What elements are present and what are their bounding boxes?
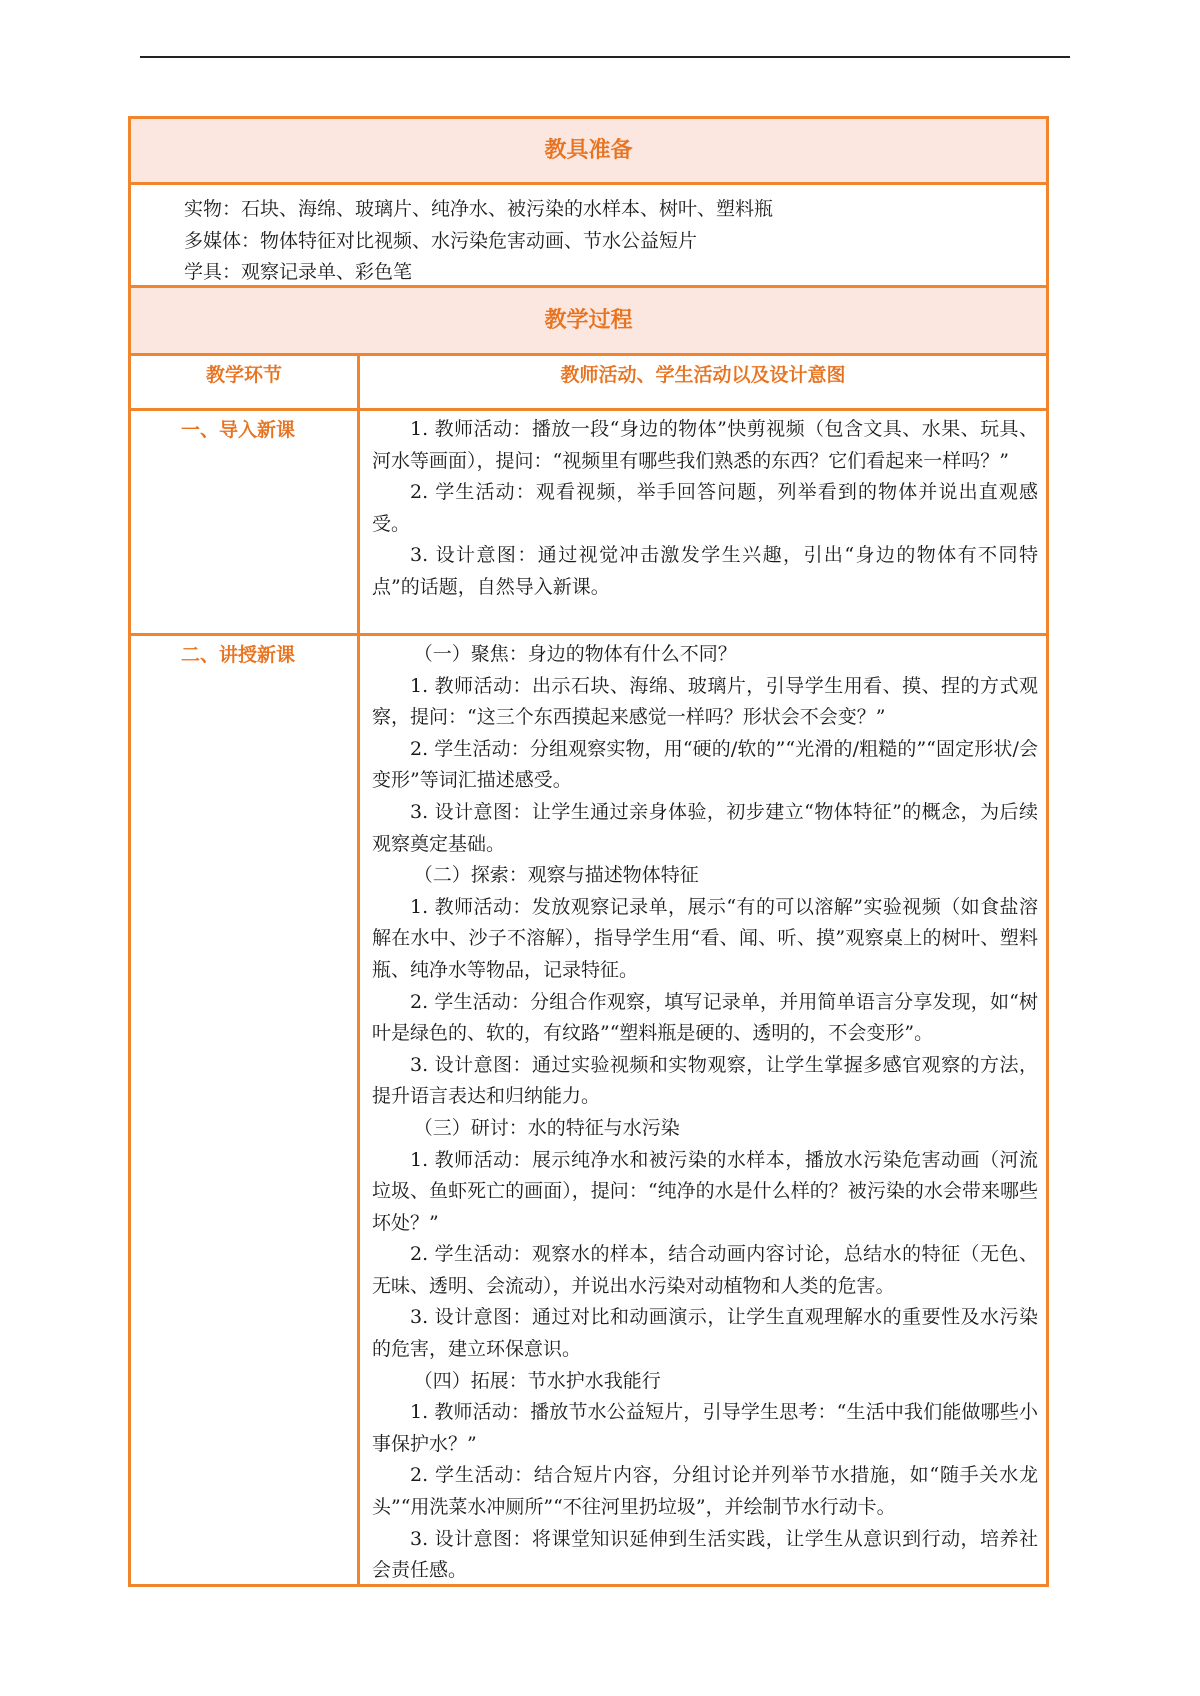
teaching-aids-list	[131, 185, 1046, 288]
activity-paragraph: 1. 教师活动：展示纯净水和被污染的水样本，播放水污染危害动画（河流垃圾、鱼虾死亡的画面），提问：“纯净的水是什么样的？被污染的水会带来哪些坏处？”	[372, 1148, 1038, 1234]
activity-paragraph: 3. 设计意图：将课堂知识延伸到生活实践，让学生从意识到行动，培养社会责任感。	[372, 1527, 1038, 1582]
teaching-aids-line: 多媒体：物体特征对比视频、水污染危害动画、节水公益短片	[184, 229, 698, 252]
activity-paragraph: 1. 教师活动：发放观察记录单，展示“有的可以溶解”实验视频（如食盐溶解在水中、沙子不溶解），指导学生用“看、闻、听、摸”观察桌上的树叶、塑料瓶、纯净水等物品，记录特征。	[372, 895, 1038, 981]
column-header-stage: 教学环节	[131, 356, 360, 411]
activity-paragraph: 1. 教师活动：播放一段“身边的物体”快剪视频（包含文具、水果、玩具、河水等画面），提问：“视频里有哪些我们熟悉的东西？它们看起来一样吗？”	[372, 418, 1038, 472]
activity-paragraph: 3. 设计意图：通过对比和动画演示，让学生直观理解水的重要性及水污染的危害，建立环保意识。	[372, 1306, 1038, 1361]
process-header-row	[131, 356, 1046, 411]
lecture-content	[360, 636, 1046, 1584]
section-heading: （四）拓展：节水护水我能行	[413, 1369, 661, 1392]
header-rule	[140, 56, 1070, 58]
stage-label-intro: 一、导入新课	[180, 419, 295, 441]
activity-paragraph: 3. 设计意图：让学生通过亲身体验，初步建立“物体特征”的概念，为后续观察奠定基础。	[372, 800, 1038, 855]
section-heading: （二）探索：观察与描述物体特征	[413, 864, 699, 887]
lesson-plan-table	[128, 116, 1049, 1587]
activity-paragraph: 2. 学生活动：观察水的样本，结合动画内容讨论，总结水的特征（无色、无味、透明、会流动），并说出水污染对动植物和人类的危害。	[372, 1243, 1038, 1297]
section-heading: （三）研讨：水的特征与水污染	[413, 1116, 680, 1139]
activity-paragraph: 2. 学生活动：分组观察实物，用“硬的/软的”“光滑的/粗糙的”“固定形状/会变形”等词汇描述感受。	[372, 737, 1038, 792]
section-heading: （一）聚焦：身边的物体有什么不同？	[413, 643, 737, 665]
lecture-row	[131, 636, 1046, 1584]
stage-label-lecture: 二、讲授新课	[180, 644, 295, 666]
teaching-aids-line: 学具：观察记录单、彩色笔	[184, 261, 413, 283]
intro-row	[131, 411, 1046, 636]
teaching-process-heading: 教学过程	[131, 288, 1046, 356]
intro-content	[360, 411, 1046, 633]
activity-paragraph: 2. 学生活动：分组合作观察，填写记录单，并用简单语言分享发现，如“树叶是绿色的、软的，有纹路”“塑料瓶是硬的、透明的，不会变形”。	[372, 990, 1038, 1045]
teaching-aids-line: 实物：石块、海绵、玻璃片、纯净水、被污染的水样本、树叶、塑料瓶	[184, 198, 774, 220]
activity-paragraph: 3. 设计意图：通过视觉冲击激发学生兴趣，引出“身边的物体有不同特点”的话题，自然导入新课。	[372, 544, 1038, 598]
activity-paragraph: 2. 学生活动：观看视频，举手回答问题，列举看到的物体并说出直观感受。	[372, 481, 1038, 535]
activity-paragraph: 2. 学生活动：结合短片内容，分组讨论并列举节水措施，如“随手关水龙头”“用洗菜水冲厕所”“不往河里扔垃圾”，并绘制节水行动卡。	[372, 1464, 1038, 1519]
column-header-activity: 教师活动、学生活动以及设计意图	[360, 356, 1046, 411]
teaching-aids-heading: 教具准备	[131, 119, 1046, 185]
activity-paragraph: 3. 设计意图：通过实验视频和实物观察，让学生掌握多感官观察的方法，提升语言表达和归纳能力。	[372, 1053, 1038, 1108]
activity-paragraph: 1. 教师活动：播放节水公益短片，引导学生思考：“生活中我们能做哪些小事保护水？”	[372, 1401, 1038, 1455]
activity-paragraph: 1. 教师活动：出示石块、海绵、玻璃片，引导学生用看、摸、捏的方式观察，提问：“这三个东西摸起来感觉一样吗？形状会不会变？”	[372, 674, 1038, 729]
